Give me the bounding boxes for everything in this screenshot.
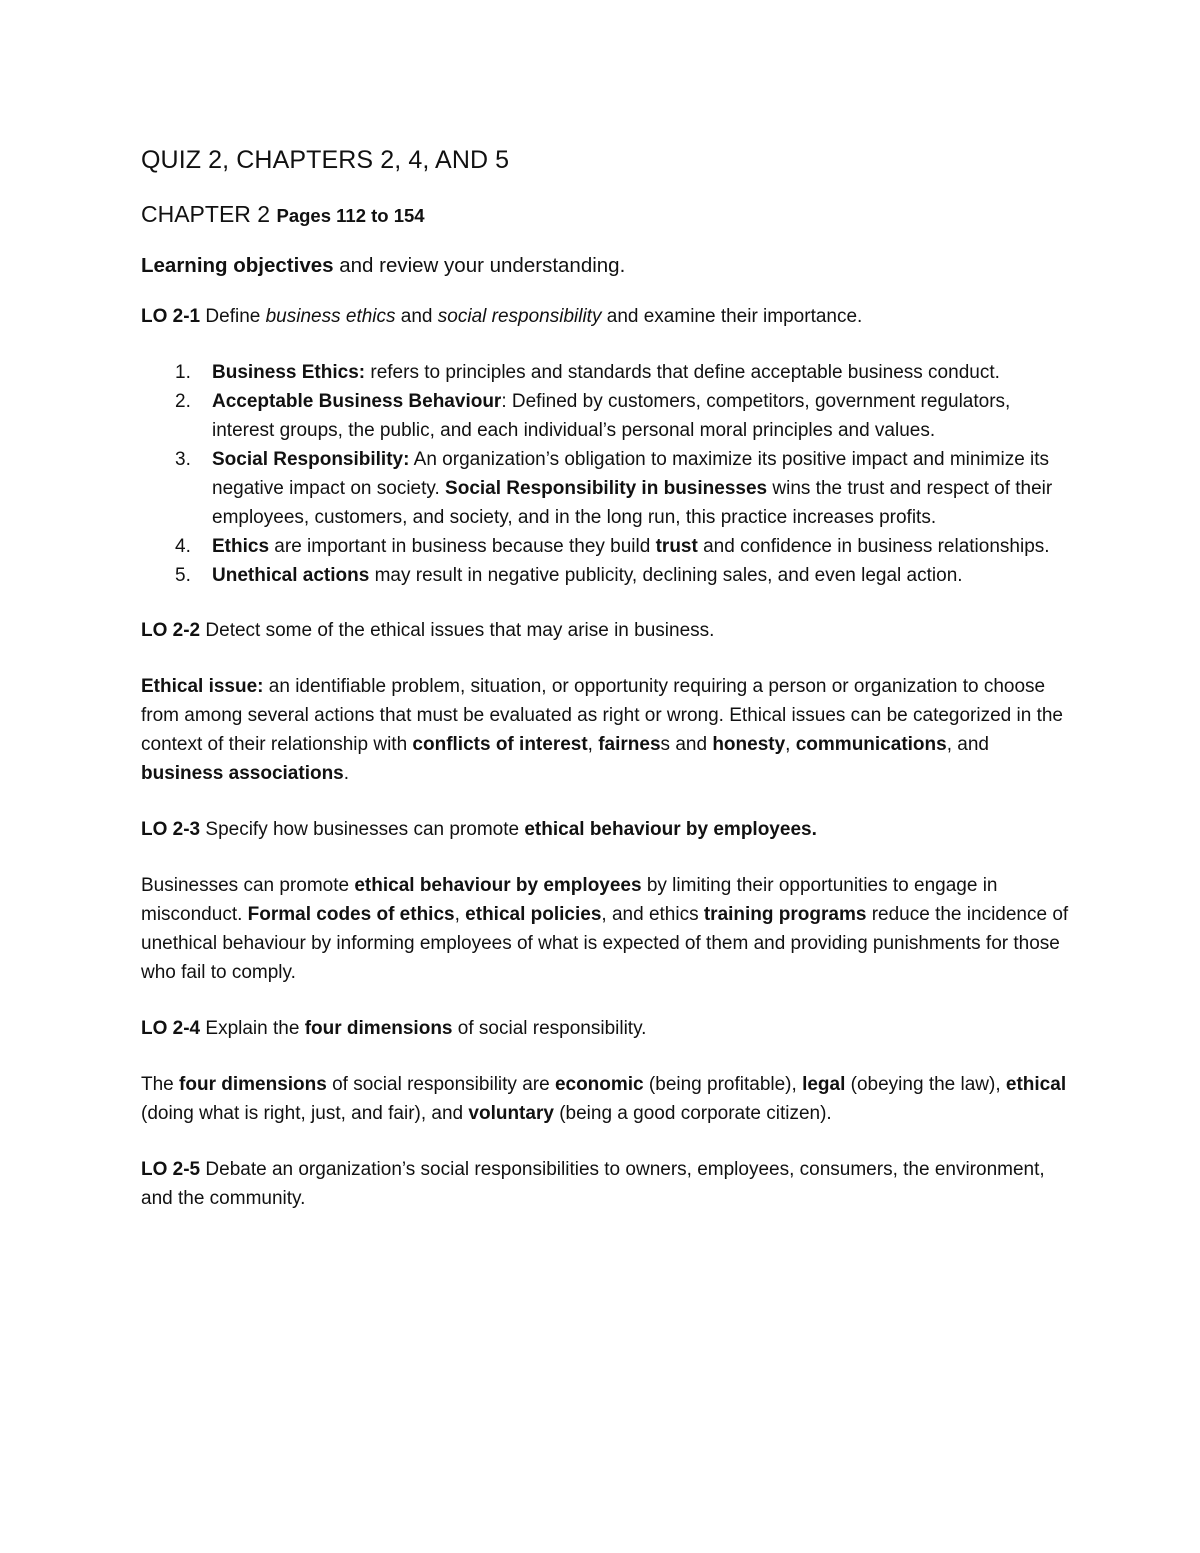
body-text: (being a good corporate citizen).	[553, 1103, 832, 1124]
term: Ethical issue:	[141, 676, 264, 697]
term: Social Responsibility in businesses	[445, 478, 768, 499]
lo-italic-term: business ethics	[265, 306, 396, 327]
item-text: wins the trust and respect of their employees, customers, and society, and in the long run, this practice increases profits.	[212, 478, 1053, 528]
body-text: (obeying the law),	[845, 1074, 1006, 1095]
lo-2-4	[141, 1014, 1071, 1043]
item-text: may result in negative publicity, declining sales, and even legal action.	[369, 565, 963, 586]
list-number: 4.	[175, 536, 191, 557]
lo-text: Detect some of the ethical issues that may arise in business.	[200, 620, 715, 641]
list-item	[141, 561, 1071, 590]
body-text: of social responsibility are	[326, 1074, 555, 1095]
subheading-bold: Learning objectives	[141, 254, 334, 277]
lo-2-1-list	[141, 358, 1071, 590]
lo-2-5	[141, 1155, 1071, 1213]
body-text: ,	[785, 734, 796, 755]
lo-text: Define	[200, 306, 266, 327]
term: ethical behaviour by employees.	[524, 819, 817, 840]
list-number: 3.	[175, 449, 191, 470]
list-number: 5.	[175, 565, 191, 586]
chapter-label: CHAPTER 2	[141, 201, 271, 227]
lo-code: LO 2-3	[141, 819, 201, 840]
body-text: Businesses can promote	[141, 875, 355, 896]
item-text: and confidence in business relationships.	[697, 536, 1050, 557]
lo-code: LO 2-4	[141, 1018, 201, 1039]
term: fairnes	[598, 734, 661, 755]
term: conflicts of interest	[412, 734, 588, 755]
term: ethical behaviour by employees	[354, 875, 642, 896]
term: Ethics	[212, 536, 270, 557]
subheading-rest: and review your understanding.	[333, 254, 626, 277]
item-text: are important in business because they build	[269, 536, 656, 557]
body-text: The	[141, 1074, 180, 1095]
term: four dimensions	[179, 1074, 327, 1095]
term: business associations	[141, 763, 344, 784]
chapter-heading	[141, 201, 1071, 228]
term: Unethical actions	[212, 565, 370, 586]
item-text: : Defined by customers, competitors, government regulators, interest groups, the public, and each individual’s personal moral principles and values.	[212, 391, 1011, 441]
term: four dimensions	[304, 1018, 453, 1039]
lo-text: Specify how businesses can promote	[200, 819, 525, 840]
promote-paragraph	[141, 871, 1071, 987]
lo-text: Explain the	[200, 1018, 305, 1039]
lo-italic-term: social responsibility	[437, 306, 602, 327]
lo-text: and examine their importance.	[601, 306, 863, 327]
term: economic	[554, 1074, 644, 1095]
term: Acceptable Business Behaviour	[212, 391, 502, 412]
chapter-pages: Pages 112 to 154	[276, 205, 425, 226]
term: honesty	[712, 734, 786, 755]
document-title: QUIZ 2, CHAPTERS 2, 4, AND 5	[141, 146, 510, 174]
term: trust	[655, 536, 698, 557]
body-text: reduce the incidence of unethical behaviour by informing employees of what is expected of them and providing punishments for those who fail to comply.	[141, 904, 1069, 983]
body-text: by limiting their opportunities to engage in misconduct.	[141, 875, 998, 925]
list-item	[141, 358, 1071, 387]
lo-code: LO 2-2	[141, 620, 201, 641]
term: training programs	[703, 904, 867, 925]
body-text: ,	[454, 904, 466, 925]
term: Formal codes of ethics	[247, 904, 455, 925]
list-number: 2.	[175, 391, 191, 412]
lo-code: LO 2-1	[141, 306, 201, 327]
body-text: an identifiable problem, situation, or opportunity requiring a person or organization to choose from among several actions that must be evaluated as right or wrong. Ethical issues can be categorized in the context of their relationship with	[141, 676, 1063, 755]
lo-code: LO 2-5	[141, 1159, 201, 1180]
body-text: ,	[587, 734, 599, 755]
term: legal	[802, 1074, 846, 1095]
lo-2-2	[141, 616, 1071, 645]
list-item	[141, 445, 1071, 532]
term: Business Ethics:	[212, 362, 366, 383]
body-text: (being profitable),	[643, 1074, 803, 1095]
term: voluntary	[468, 1103, 554, 1124]
lo-2-1	[141, 302, 1071, 331]
term: ethical policies	[465, 904, 602, 925]
list-number: 1.	[175, 362, 191, 383]
term: ethical	[1005, 1074, 1067, 1095]
body-text: , and	[946, 734, 989, 755]
item-text: An organization’s obligation to maximize its positive impact and minimize its negative impact on society.	[212, 449, 1050, 499]
lo-text: and	[395, 306, 438, 327]
body-text: (doing what is right, just, and fair), and	[141, 1103, 469, 1124]
learning-objectives-heading	[141, 254, 1071, 278]
ethical-issue-paragraph	[141, 672, 1071, 788]
term: Social Responsibility:	[212, 449, 410, 470]
lo-text: Debate an organization’s social responsibilities to owners, employees, consumers, the environment, and the community.	[141, 1159, 1045, 1209]
term: communications	[795, 734, 947, 755]
body-text: , and ethics	[601, 904, 704, 925]
document-page	[141, 146, 1071, 1240]
lo-text: of social responsibility.	[452, 1018, 647, 1039]
item-text: refers to principles and standards that define acceptable business conduct.	[365, 362, 1000, 383]
dimensions-paragraph	[141, 1070, 1071, 1128]
list-item	[141, 387, 1071, 445]
lo-2-3	[141, 815, 1071, 844]
body-text: .	[343, 763, 350, 784]
list-item	[141, 532, 1071, 561]
body-text: s and	[660, 734, 713, 755]
